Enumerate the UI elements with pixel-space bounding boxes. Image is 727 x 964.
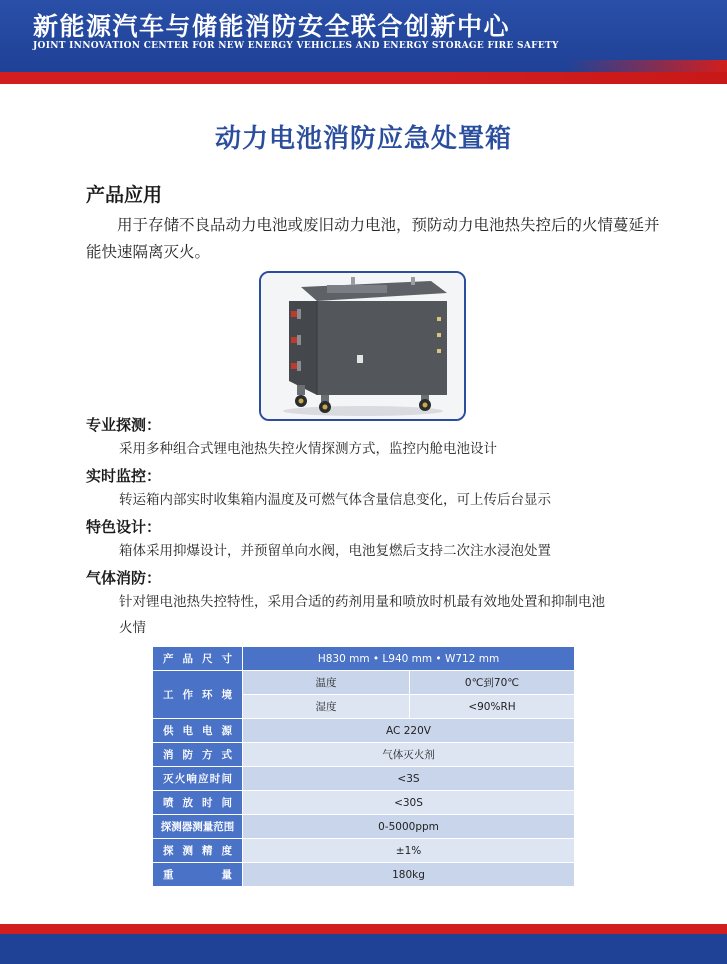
spec-value-size: H830 mm • L940 mm • W712 mm	[243, 647, 575, 671]
spec-label-char: 电	[202, 725, 213, 737]
spec-value-spray: <30S	[243, 791, 575, 815]
spec-label-char: 精	[202, 845, 213, 857]
spec-label-char: 时	[209, 773, 221, 785]
spec-label-char: 响	[186, 773, 197, 785]
spec-label-char: 防	[182, 749, 193, 761]
application-text: 用于存储不良品动力电池或废旧动力电池，预防动力电池热失控后的火情蔓延并能快速隔离灭火。	[86, 216, 660, 261]
spec-label-size	[153, 647, 243, 671]
spec-label-char: 尺	[202, 653, 213, 665]
feature-text-gas: 针对锂电池热失控特性，采用合适的药剂用量和喷放时机最有效地处置和抑制电池火情	[119, 594, 605, 636]
spec-label-char: 作	[182, 689, 193, 701]
spec-label-char: 应	[198, 773, 209, 785]
table-row	[153, 839, 575, 863]
table-row	[153, 791, 575, 815]
header-subtitle: JOINT INNOVATION CENTER FOR NEW ENERGY VEHICLES AND ENERGY STORAGE FIRE SAFETY	[33, 41, 559, 51]
spec-label-char: 产	[163, 653, 174, 665]
spec-label-env	[153, 671, 243, 719]
spec-label-char: 探	[163, 845, 174, 857]
spec-label-char: 境	[221, 689, 232, 701]
spec-env-value-temp: 0℃到70℃	[410, 671, 575, 695]
table-row	[153, 863, 575, 887]
spec-label-text: 探测器测量范围	[160, 821, 235, 833]
header-red-stripe	[0, 72, 727, 84]
spec-label-weight	[153, 863, 243, 887]
table-row	[153, 671, 575, 695]
spec-label-char: 品	[182, 653, 193, 665]
spec-label-char: 寸	[221, 653, 232, 665]
spec-env-value-humidity: <90%RH	[410, 695, 575, 719]
spec-table	[152, 646, 575, 887]
spec-label-char: 式	[221, 749, 232, 761]
feature-label-detection: 专业探测：	[86, 416, 162, 434]
spec-value-response: <3S	[243, 767, 575, 791]
spec-label-char: 灭	[163, 773, 174, 785]
spec-label-char: 火	[174, 773, 186, 785]
footer-blue-band	[0, 934, 727, 964]
spec-label-char: 度	[221, 845, 232, 857]
spec-label-char: 时	[202, 797, 213, 809]
table-row	[153, 743, 575, 767]
spec-label-text	[153, 723, 242, 738]
spec-label-char: 方	[202, 749, 213, 761]
spec-label-char: 间	[221, 797, 232, 809]
feature-label-monitoring: 实时监控：	[86, 467, 162, 485]
table-row	[153, 815, 575, 839]
spec-label-spray	[153, 791, 243, 815]
spec-label-text	[153, 687, 242, 702]
spec-label-method	[153, 743, 243, 767]
spec-label-char: 环	[202, 689, 213, 701]
feature-label-design: 特色设计：	[86, 518, 162, 536]
spec-label-text	[153, 747, 242, 762]
feature-text-design: 箱体采用抑爆设计，并预留单向水阀，电池复燃后支持二次注水浸泡处置	[119, 543, 551, 559]
spec-label-char: 消	[163, 749, 174, 761]
document-title: 动力电池消防应急处置箱	[214, 124, 512, 154]
battery-box-illustration	[261, 273, 464, 419]
spec-value-accuracy: ±1%	[243, 839, 575, 863]
spec-value-power: AC 220V	[243, 719, 575, 743]
spec-label-char: 供	[163, 725, 174, 737]
spec-label-char: 间	[221, 773, 232, 785]
spec-label-char: 量	[221, 869, 232, 881]
table-row	[153, 767, 575, 791]
spec-label-char: 重	[163, 869, 174, 881]
application-heading: 产品应用	[86, 184, 163, 206]
table-row	[153, 647, 575, 671]
feature-label-gas: 气体消防：	[86, 569, 162, 587]
spec-label-char: 喷	[163, 797, 174, 809]
header-title: 新能源汽车与储能消防安全联合创新中心	[33, 12, 511, 41]
spec-label-text	[153, 867, 242, 882]
spec-label-char: 工	[163, 689, 174, 701]
footer-red-stripe	[0, 924, 727, 934]
spec-label-char: 源	[221, 725, 232, 737]
spec-label-char: 放	[182, 797, 193, 809]
feature-text-monitoring: 转运箱内部实时收集箱内温度及可燃气体含量信息变化，可上传后台显示	[119, 492, 551, 508]
spec-label-range	[153, 815, 243, 839]
spec-label-char: 电	[182, 725, 193, 737]
spec-label-power	[153, 719, 243, 743]
spec-value-range: 0-5000ppm	[243, 815, 575, 839]
spec-label-accuracy	[153, 839, 243, 863]
spec-env-name-temp: 温度	[243, 671, 410, 695]
spec-env-name-humidity: 湿度	[243, 695, 410, 719]
spec-value-weight: 180kg	[243, 863, 575, 887]
feature-text-detection: 采用多种组合式锂电池热失控火情探测方式，监控内舱电池设计	[119, 441, 497, 457]
product-photo	[259, 271, 466, 421]
spec-label-text	[153, 795, 242, 810]
spec-value-method: 气体灭火剂	[243, 743, 575, 767]
table-row	[153, 719, 575, 743]
application-paragraph	[86, 212, 666, 266]
spec-label-text	[153, 771, 242, 786]
spec-label-text	[153, 843, 242, 858]
spec-label-char: 测	[182, 845, 193, 857]
spec-label-response	[153, 767, 243, 791]
spec-label-text	[153, 651, 242, 666]
